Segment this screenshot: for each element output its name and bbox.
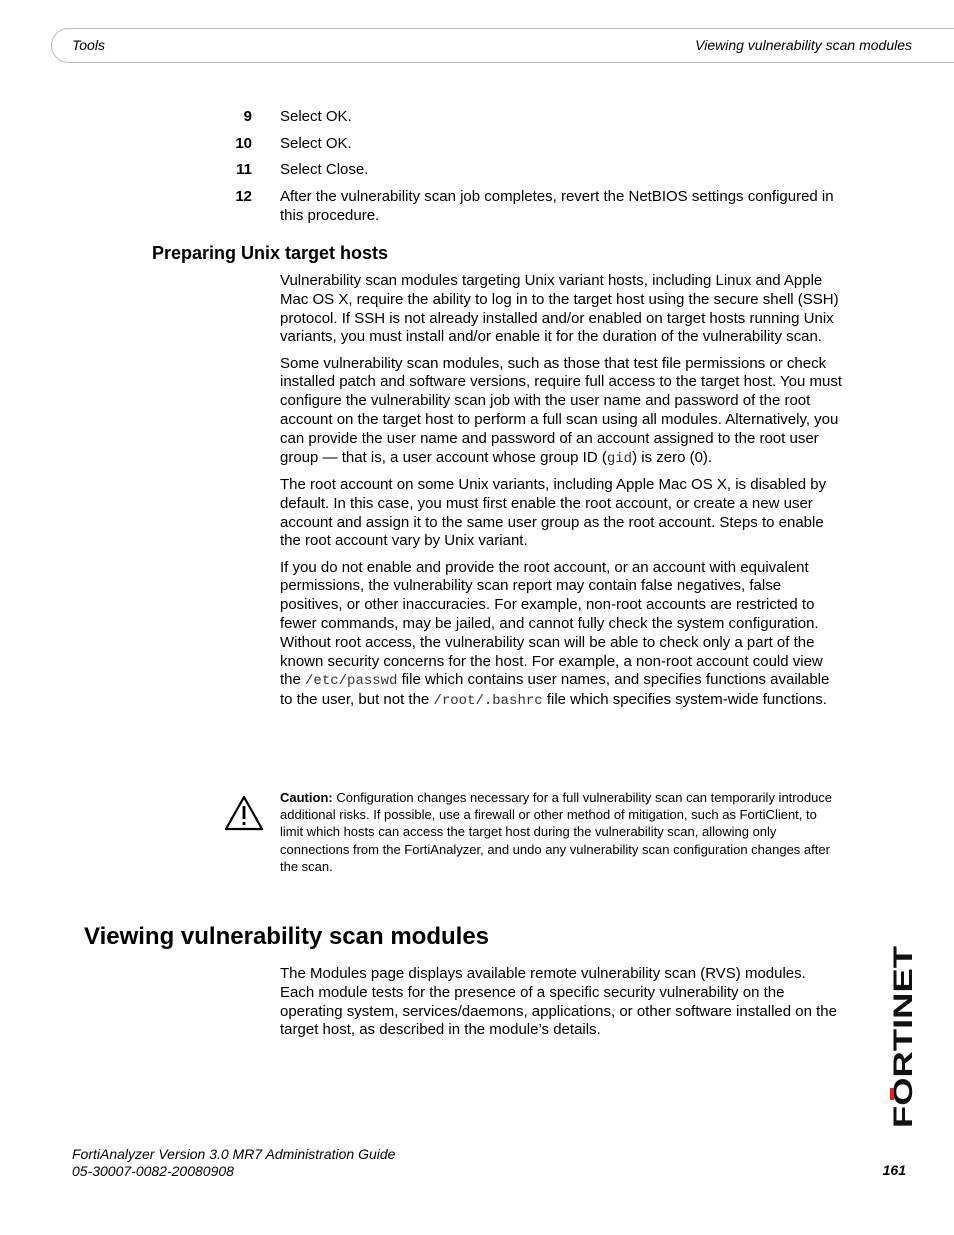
p2-text-a: Some vulnerability scan modules, such as those that test file permissions or check installed patch and software versions, require full access to the target host. You must configure the vulnerability scan job with the user name and password of the root account on the target host to perform a full scan using all modules. Alternatively, you can provide the user name and password of an account assigned to the root user group — that is, a user account whose group ID ( [280,354,842,466]
step-text: Select OK. [280,108,352,125]
modules-paragraph-1: The Modules page displays available remote vulnerability scan (RVS) modules. Each module tests for the presence of a specific security vulnerability on the operating system, services/daemons, applications, or other software installed on the target host, as described in the module’s details. [280,965,837,1039]
warning-triangle-icon [224,795,264,831]
step-number: 12 [235,188,252,205]
modules-section-heading: Viewing vulnerability scan modules [84,923,490,950]
step-text: Select OK. [280,135,352,152]
unix-section-heading: Preparing Unix target hosts [152,243,389,263]
footer-doc-id: 05-30007-0082-20080908 [72,1163,234,1179]
unix-paragraph-4 [280,559,842,711]
header-section: Tools [72,37,105,53]
step-number: 9 [243,108,252,125]
header-topic: Viewing vulnerability scan modules [695,37,912,53]
caution-note [280,789,840,875]
page-number: 161 [882,1162,906,1178]
logo-accent-mark [890,1088,894,1100]
unix-section-body [280,272,842,719]
etc-passwd-code: /etc/passwd [305,673,398,690]
bashrc-code: /root/.bashrc [433,693,543,710]
unix-paragraph-3: The root account on some Unix variants, including Apple Mac OS X, is disabled by default. In this case, you must first enable the root account, or create a new user account and assign it to the same user group as the root account. Steps to enable the root account vary by Unix variant. [280,475,827,550]
logo-wordmark: FORTINET [888,993,918,1128]
p4-text-b: file which contains user names, and specifies functions available to the user, but not the [280,671,830,709]
gid-code: gid [606,450,633,467]
caution-label: Caution: [280,790,333,805]
unix-paragraph-1: Vulnerability scan modules targeting Unix variant hosts, including Linux and Apple Mac OS X, require the ability to log in to the target host using the secure shell (SSH) protocol. If SSH is not already installed and/or enabled on target hosts running Unix variants, you must install and/or enable it for the duration of the vulnerability scan. [280,272,839,346]
p4-text-a: If you do not enable and provide the root account, or an account with equivalent permissions, the vulnerability scan report may contain false negatives, false positives, or other inaccuracies. For example, non-root accounts are restricted to fewer commands, may be jailed, and cannot fully check the system configuration. Without root access, the vulnerability scan will be able to check only a part of the known security concerns for the host. For example, a non-root account could view the [280,558,823,689]
p2-text-b: ) is zero (0). [632,448,713,466]
unix-paragraph-2 [280,355,842,469]
step-text: After the vulnerability scan job completes, revert the NetBIOS settings configured in this procedure. [280,188,834,224]
modules-section-body [280,965,842,1048]
footer-title: FortiAnalyzer Version 3.0 MR7 Administration Guide [72,1146,396,1162]
step-text: Select Close. [280,161,369,178]
caution-text: Configuration changes necessary for a full vulnerability scan can temporarily introduce additional risks. If possible, use a firewall or other method of mitigation, such as FortiClient, to limit which hosts can access the target host during the vulnerability scan, allowing only connections from the FortiAnalyzer, and undo any vulnerability scan configuration changes after the scan. [280,790,833,874]
p4-text-c: file which specifies system-wide functions. [542,691,827,709]
fortinet-logo [888,940,918,1130]
footer [72,1146,395,1180]
step-number: 11 [236,161,252,178]
step-number: 10 [235,135,252,152]
